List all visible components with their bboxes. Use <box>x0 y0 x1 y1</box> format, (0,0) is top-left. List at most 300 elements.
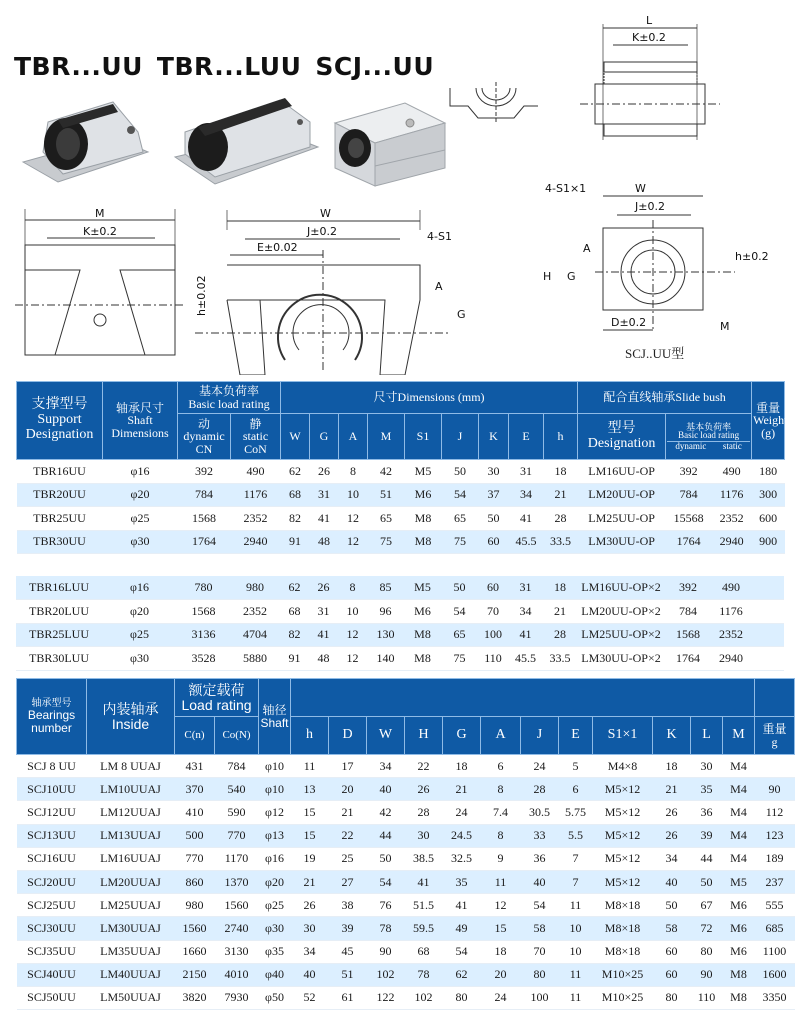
table-cell: 1600 <box>755 963 795 986</box>
table-cell: 58 <box>653 917 691 940</box>
table-cell: 1370 <box>215 870 259 893</box>
table-cell: LM20UUAJ <box>87 870 175 893</box>
table-cell: 51 <box>329 963 367 986</box>
col-co: Co(N) <box>215 717 259 755</box>
table-cell: SCJ16UU <box>17 847 87 870</box>
dim-label-W: W <box>320 207 331 220</box>
table-cell: 45.5 <box>509 530 544 554</box>
tbr-front-drawing <box>195 200 485 375</box>
table-cell: 30.5 <box>521 801 559 824</box>
table-cell: 28 <box>544 507 578 531</box>
col-dim: K <box>479 414 509 460</box>
table-cell: 60 <box>478 576 508 600</box>
table-cell: 5 <box>559 755 593 778</box>
table-cell: 2352 <box>712 507 752 531</box>
table-cell: 22 <box>329 824 367 847</box>
scj-uu-product-photo <box>330 98 448 190</box>
table-cell: M4 <box>723 778 755 801</box>
table-cell: 770 <box>215 824 259 847</box>
header-text: number <box>31 720 72 735</box>
table-cell: 42 <box>368 460 405 484</box>
table-cell: 26 <box>405 778 443 801</box>
table-cell: 17 <box>329 755 367 778</box>
table-cell: 980 <box>230 576 280 600</box>
table-cell: 75 <box>368 530 405 554</box>
table-cell: 51.5 <box>405 894 443 917</box>
table-cell: 784 <box>215 755 259 778</box>
table-cell: 15568 <box>666 507 712 531</box>
table-cell: 237 <box>755 870 795 893</box>
dim-label-L: L <box>646 14 653 27</box>
table-cell: 68 <box>280 600 309 624</box>
table-cell: 140 <box>367 647 404 671</box>
header-text: dynamic <box>183 429 225 444</box>
table-cell: 1568 <box>177 600 230 624</box>
table-cell: TBR20LUU <box>16 600 102 624</box>
table-cell: 68 <box>281 483 310 507</box>
table-cell: 33.5 <box>543 647 577 671</box>
header-text: 动 <box>197 416 210 431</box>
table-cell: LM16UU-OP×2 <box>577 576 665 600</box>
col-dim: W <box>367 717 405 755</box>
table-row <box>17 460 785 484</box>
series-label: TBR...LUU <box>156 52 302 81</box>
table-cell: 1660 <box>175 940 215 963</box>
table-cell: 7 <box>559 870 593 893</box>
table-cell: 26 <box>309 576 338 600</box>
table-cell: 60 <box>653 963 691 986</box>
header-text: 内装轴承 <box>102 700 159 717</box>
table-cell: LM50UUAJ <box>87 986 175 1009</box>
table-cell: 62 <box>280 576 309 600</box>
table-cell: 370 <box>175 778 215 801</box>
table-cell: φ20 <box>103 483 178 507</box>
table-cell: 7 <box>559 847 593 870</box>
table-cell: M5×12 <box>593 870 653 893</box>
table-cell: φ16 <box>103 460 178 484</box>
table-cell: TBR25UU <box>17 507 103 531</box>
header-text: CN <box>195 441 213 456</box>
table-cell: SCJ35UU <box>17 940 87 963</box>
table-cell: M6 <box>723 940 755 963</box>
table-cell: 100 <box>478 623 508 647</box>
table-cell: 25 <box>329 847 367 870</box>
table-cell: 8 <box>481 824 521 847</box>
table-cell: 392 <box>666 460 712 484</box>
table-cell: LM25UU-OP <box>578 507 666 531</box>
table-cell: φ12 <box>259 801 291 824</box>
table-cell: 1176 <box>711 600 751 624</box>
table-cell: 12 <box>338 647 367 671</box>
table-cell: 1176 <box>712 483 752 507</box>
tbr-uu-spec-table <box>16 381 788 554</box>
table-cell: 21 <box>291 870 329 893</box>
table-cell: 35 <box>443 870 481 893</box>
table-cell: 110 <box>478 647 508 671</box>
table-cell: M5 <box>405 460 442 484</box>
table-cell: 3350 <box>755 986 795 1009</box>
table-cell: 75 <box>441 647 478 671</box>
table-cell: 15 <box>291 824 329 847</box>
table-cell: 18 <box>443 755 481 778</box>
table-cell: 60 <box>479 530 509 554</box>
table-cell: 41 <box>443 894 481 917</box>
table-cell: LM20UU-OP×2 <box>577 600 665 624</box>
table-cell: 980 <box>175 894 215 917</box>
dim-label-G: G <box>567 270 576 283</box>
table-cell: 34 <box>291 940 329 963</box>
table-cell: φ25 <box>102 623 177 647</box>
header-text: 基本负荷率 <box>686 421 732 432</box>
table-cell: 40 <box>521 870 559 893</box>
table-cell: LM16UUAJ <box>87 847 175 870</box>
table-cell: SCJ 8 UU <box>17 755 87 778</box>
table-cell: 59.5 <box>405 917 443 940</box>
table-cell: SCJ20UU <box>17 870 87 893</box>
header-text: 支撑型号 <box>31 397 88 413</box>
table-cell: 24 <box>443 801 481 824</box>
header-text: Designation <box>587 435 656 451</box>
col-dim: A <box>339 414 368 460</box>
table-cell: 11 <box>291 755 329 778</box>
dim-label-D: D±0.2 <box>611 316 647 329</box>
table-cell: M6 <box>405 483 442 507</box>
table-cell: 784 <box>666 483 712 507</box>
table-row <box>17 530 785 554</box>
table-cell: 31 <box>508 576 543 600</box>
table-cell: 33 <box>521 824 559 847</box>
table-cell: 42 <box>367 801 405 824</box>
header-text: dynamic <box>675 440 707 451</box>
table-cell: 26 <box>310 460 339 484</box>
col-dim: M <box>368 414 405 460</box>
header-text: 型号 <box>607 420 636 436</box>
table-cell: φ30 <box>259 917 291 940</box>
table-cell: 20 <box>481 963 521 986</box>
table-cell: 2352 <box>231 507 281 531</box>
table-cell: M5×12 <box>593 824 653 847</box>
table-cell: φ30 <box>103 530 178 554</box>
dim-label-J: J±0.2 <box>635 200 665 213</box>
col-basic-load-rating <box>178 382 281 414</box>
header-text: Shaft <box>260 715 289 730</box>
table-cell: M8 <box>405 530 442 554</box>
tbr-side-drawing <box>15 205 185 365</box>
col-bush-designation <box>578 414 666 460</box>
table-cell <box>751 576 784 600</box>
table-row <box>17 778 795 801</box>
table-cell <box>751 600 784 624</box>
bush-load-subheaders <box>667 441 750 451</box>
table-cell: φ50 <box>259 986 291 1009</box>
table-cell: 31 <box>310 483 339 507</box>
table-row <box>17 986 795 1009</box>
table-cell: 2352 <box>711 623 751 647</box>
table-cell: 45.5 <box>508 647 543 671</box>
table-cell: 34 <box>508 600 543 624</box>
col-dim: S1 <box>405 414 442 460</box>
table-cell: 1176 <box>231 483 281 507</box>
table-cell: 9 <box>481 847 521 870</box>
table-cell: 41 <box>508 623 543 647</box>
table-cell <box>755 755 795 778</box>
table-cell: M4 <box>723 801 755 824</box>
scj-rows <box>17 755 795 1010</box>
table-cell: 38.5 <box>405 847 443 870</box>
table-cell: 2940 <box>231 530 281 554</box>
table-cell: 2740 <box>215 917 259 940</box>
table-cell: 90 <box>755 778 795 801</box>
table-cell: 54 <box>521 894 559 917</box>
table-row <box>17 870 795 893</box>
table-cell: 21 <box>653 778 691 801</box>
table-cell: 41 <box>309 623 338 647</box>
table-cell: 780 <box>177 576 230 600</box>
table-cell: φ16 <box>259 847 291 870</box>
table-cell <box>751 647 784 671</box>
table-cell: φ13 <box>259 824 291 847</box>
table-cell: 61 <box>329 986 367 1009</box>
table-cell: 770 <box>175 847 215 870</box>
table-cell: M5×12 <box>593 801 653 824</box>
table-cell: 10 <box>339 483 368 507</box>
table-cell: 36 <box>521 847 559 870</box>
table-cell: 70 <box>521 940 559 963</box>
tbr-luu-product-photo <box>170 92 320 192</box>
table-cell: LM30UUAJ <box>87 917 175 940</box>
tbr-uu-rows <box>17 460 785 554</box>
table-row <box>16 576 784 600</box>
table-cell: 8 <box>339 460 368 484</box>
table-cell: 70 <box>478 600 508 624</box>
table-cell: TBR20UU <box>17 483 103 507</box>
table-cell: 490 <box>712 460 752 484</box>
table-cell: 39 <box>691 824 723 847</box>
table-cell: 48 <box>310 530 339 554</box>
table-cell <box>751 623 784 647</box>
table-cell: 490 <box>231 460 281 484</box>
dim-label-W: W <box>635 182 646 195</box>
header-text: Designation <box>25 426 94 442</box>
table-cell: 91 <box>281 530 310 554</box>
table-cell: 12 <box>339 530 368 554</box>
table-cell: 80 <box>653 986 691 1009</box>
table-cell: 555 <box>755 894 795 917</box>
table-cell: 784 <box>178 483 231 507</box>
table-cell: 2940 <box>711 647 751 671</box>
table-row <box>17 824 795 847</box>
table-cell: 58 <box>521 917 559 940</box>
table-cell: M5 <box>723 870 755 893</box>
table-cell: M4 <box>723 824 755 847</box>
col-dim: J <box>521 717 559 755</box>
table-row <box>17 847 795 870</box>
col-weight <box>755 717 795 755</box>
table-cell: M8 <box>723 963 755 986</box>
table-cell: 37 <box>479 483 509 507</box>
table-cell: 26 <box>653 801 691 824</box>
col-dimensions: 尺寸Dimensions (mm) <box>281 382 578 414</box>
table-cell: 35 <box>691 778 723 801</box>
table-cell: 24 <box>521 755 559 778</box>
table-cell: 34 <box>653 847 691 870</box>
table-cell: 110 <box>691 986 723 1009</box>
dim-label-K: K±0.2 <box>83 225 117 238</box>
tbr-luu-rows <box>16 576 784 670</box>
table-cell: 860 <box>175 870 215 893</box>
table-cell: 5.5 <box>559 824 593 847</box>
header-text: 重量 <box>756 400 781 415</box>
header-text: (g) <box>761 425 776 440</box>
table-cell: LM20UU-OP <box>578 483 666 507</box>
dim-label-M: M <box>95 207 105 220</box>
table-cell: LM16UU-OP <box>578 460 666 484</box>
table-cell: 5880 <box>230 647 280 671</box>
table-cell: TBR30UU <box>17 530 103 554</box>
header-text: 轴承型号 <box>31 697 72 709</box>
table-cell: 28 <box>405 801 443 824</box>
col-inside <box>87 679 175 755</box>
table-cell: 1560 <box>175 917 215 940</box>
header-text: Weight <box>753 413 788 428</box>
table-cell: 11 <box>559 963 593 986</box>
table-cell: 40 <box>291 963 329 986</box>
table-cell: 54 <box>367 870 405 893</box>
table-cell: LM13UUAJ <box>87 824 175 847</box>
product-series-title <box>14 52 448 81</box>
table-cell: 1568 <box>665 623 711 647</box>
table-cell: 36 <box>691 801 723 824</box>
table-cell: 41 <box>509 507 544 531</box>
col-load-rating <box>175 679 259 717</box>
table-cell: 54 <box>443 940 481 963</box>
table-cell: TBR16LUU <box>16 576 102 600</box>
table-cell: 52 <box>291 986 329 1009</box>
table-cell: 34 <box>509 483 544 507</box>
col-dim: A <box>481 717 521 755</box>
table-cell: 11 <box>559 986 593 1009</box>
table-cell: M4 <box>723 755 755 778</box>
header-text: CoN <box>244 441 267 456</box>
col-dim: S1×1 <box>593 717 653 755</box>
table-cell: 60 <box>653 940 691 963</box>
col-dim: H <box>405 717 443 755</box>
table-cell: 3528 <box>177 647 230 671</box>
table-cell: 180 <box>752 460 785 484</box>
dim-label-h: h±0.2 <box>735 250 769 263</box>
table-cell: 90 <box>691 963 723 986</box>
table-cell: 27 <box>329 870 367 893</box>
table-cell: 68 <box>405 940 443 963</box>
table-cell: 11 <box>559 894 593 917</box>
table-row <box>17 755 795 778</box>
col-dim: h <box>544 414 578 460</box>
table-cell: M5 <box>404 576 441 600</box>
table-cell: 4704 <box>230 623 280 647</box>
table-cell: 685 <box>755 917 795 940</box>
table-cell: 40 <box>653 870 691 893</box>
table-cell: 900 <box>752 530 785 554</box>
col-weight <box>752 382 788 460</box>
table-cell: LM30UU-OP×2 <box>577 647 665 671</box>
dim-label-A: A <box>583 242 591 255</box>
table-cell: M10×25 <box>593 986 653 1009</box>
dim-label-J: J±0.2 <box>307 225 337 238</box>
col-bush-load <box>666 414 752 460</box>
table-cell: 1568 <box>178 507 231 531</box>
table-cell: 100 <box>521 986 559 1009</box>
table-cell: 85 <box>367 576 404 600</box>
dim-label-h: h±0.02 <box>195 275 208 316</box>
table-cell: LM35UUAJ <box>87 940 175 963</box>
table-cell: 50 <box>442 460 479 484</box>
table-cell: LM10UUAJ <box>87 778 175 801</box>
table-row <box>17 483 785 507</box>
table-cell: 50 <box>479 507 509 531</box>
table-cell: 2940 <box>712 530 752 554</box>
dim-label-H: H <box>543 270 552 283</box>
table-cell: 30 <box>291 917 329 940</box>
table-cell: 65 <box>441 623 478 647</box>
col-support-designation <box>17 382 103 460</box>
table-cell: 122 <box>367 986 405 1009</box>
table-cell: φ40 <box>259 963 291 986</box>
dim-label-4-S1: 4-S1 <box>427 230 452 243</box>
table-cell: 4010 <box>215 963 259 986</box>
table-cell: 784 <box>665 600 711 624</box>
table-cell: M8×18 <box>593 940 653 963</box>
table-row <box>17 894 795 917</box>
table-cell: 34 <box>367 755 405 778</box>
table-row <box>16 600 784 624</box>
table-cell: 20 <box>329 778 367 801</box>
table-cell: 50 <box>367 847 405 870</box>
table-cell: 50 <box>441 576 478 600</box>
header-text: 额定载荷 <box>188 681 245 698</box>
col-dimensions-group <box>291 679 755 717</box>
table-cell: 600 <box>752 507 785 531</box>
table-cell: 90 <box>367 940 405 963</box>
table-cell: 21 <box>443 778 481 801</box>
dim-label-4-S1x1: 4-S1×1 <box>545 182 587 195</box>
scj-side-drawing <box>580 10 780 145</box>
table-cell: LM40UUAJ <box>87 963 175 986</box>
table-cell: 1764 <box>666 530 712 554</box>
header-text: Inside <box>111 715 150 732</box>
table-cell: 392 <box>665 576 711 600</box>
header-text: 静 <box>249 416 262 431</box>
table-cell: φ10 <box>259 778 291 801</box>
table-cell: 10 <box>559 917 593 940</box>
table-cell: 500 <box>175 824 215 847</box>
header-text: Bearings <box>27 708 76 723</box>
table-cell: 91 <box>280 647 309 671</box>
table-cell: 8 <box>481 778 521 801</box>
table-cell: 112 <box>755 801 795 824</box>
table-cell: 3136 <box>177 623 230 647</box>
table-cell: 1764 <box>178 530 231 554</box>
col-dim: L <box>691 717 723 755</box>
table-cell: 15 <box>291 801 329 824</box>
series-label: TBR...UU <box>14 52 143 81</box>
table-cell: 31 <box>309 600 338 624</box>
table-cell: LM12UUAJ <box>87 801 175 824</box>
table-cell: TBR25LUU <box>16 623 102 647</box>
header-text: static <box>242 429 269 444</box>
col-c: C(n) <box>175 717 215 755</box>
table-cell: 10 <box>559 940 593 963</box>
table-cell: 431 <box>175 755 215 778</box>
